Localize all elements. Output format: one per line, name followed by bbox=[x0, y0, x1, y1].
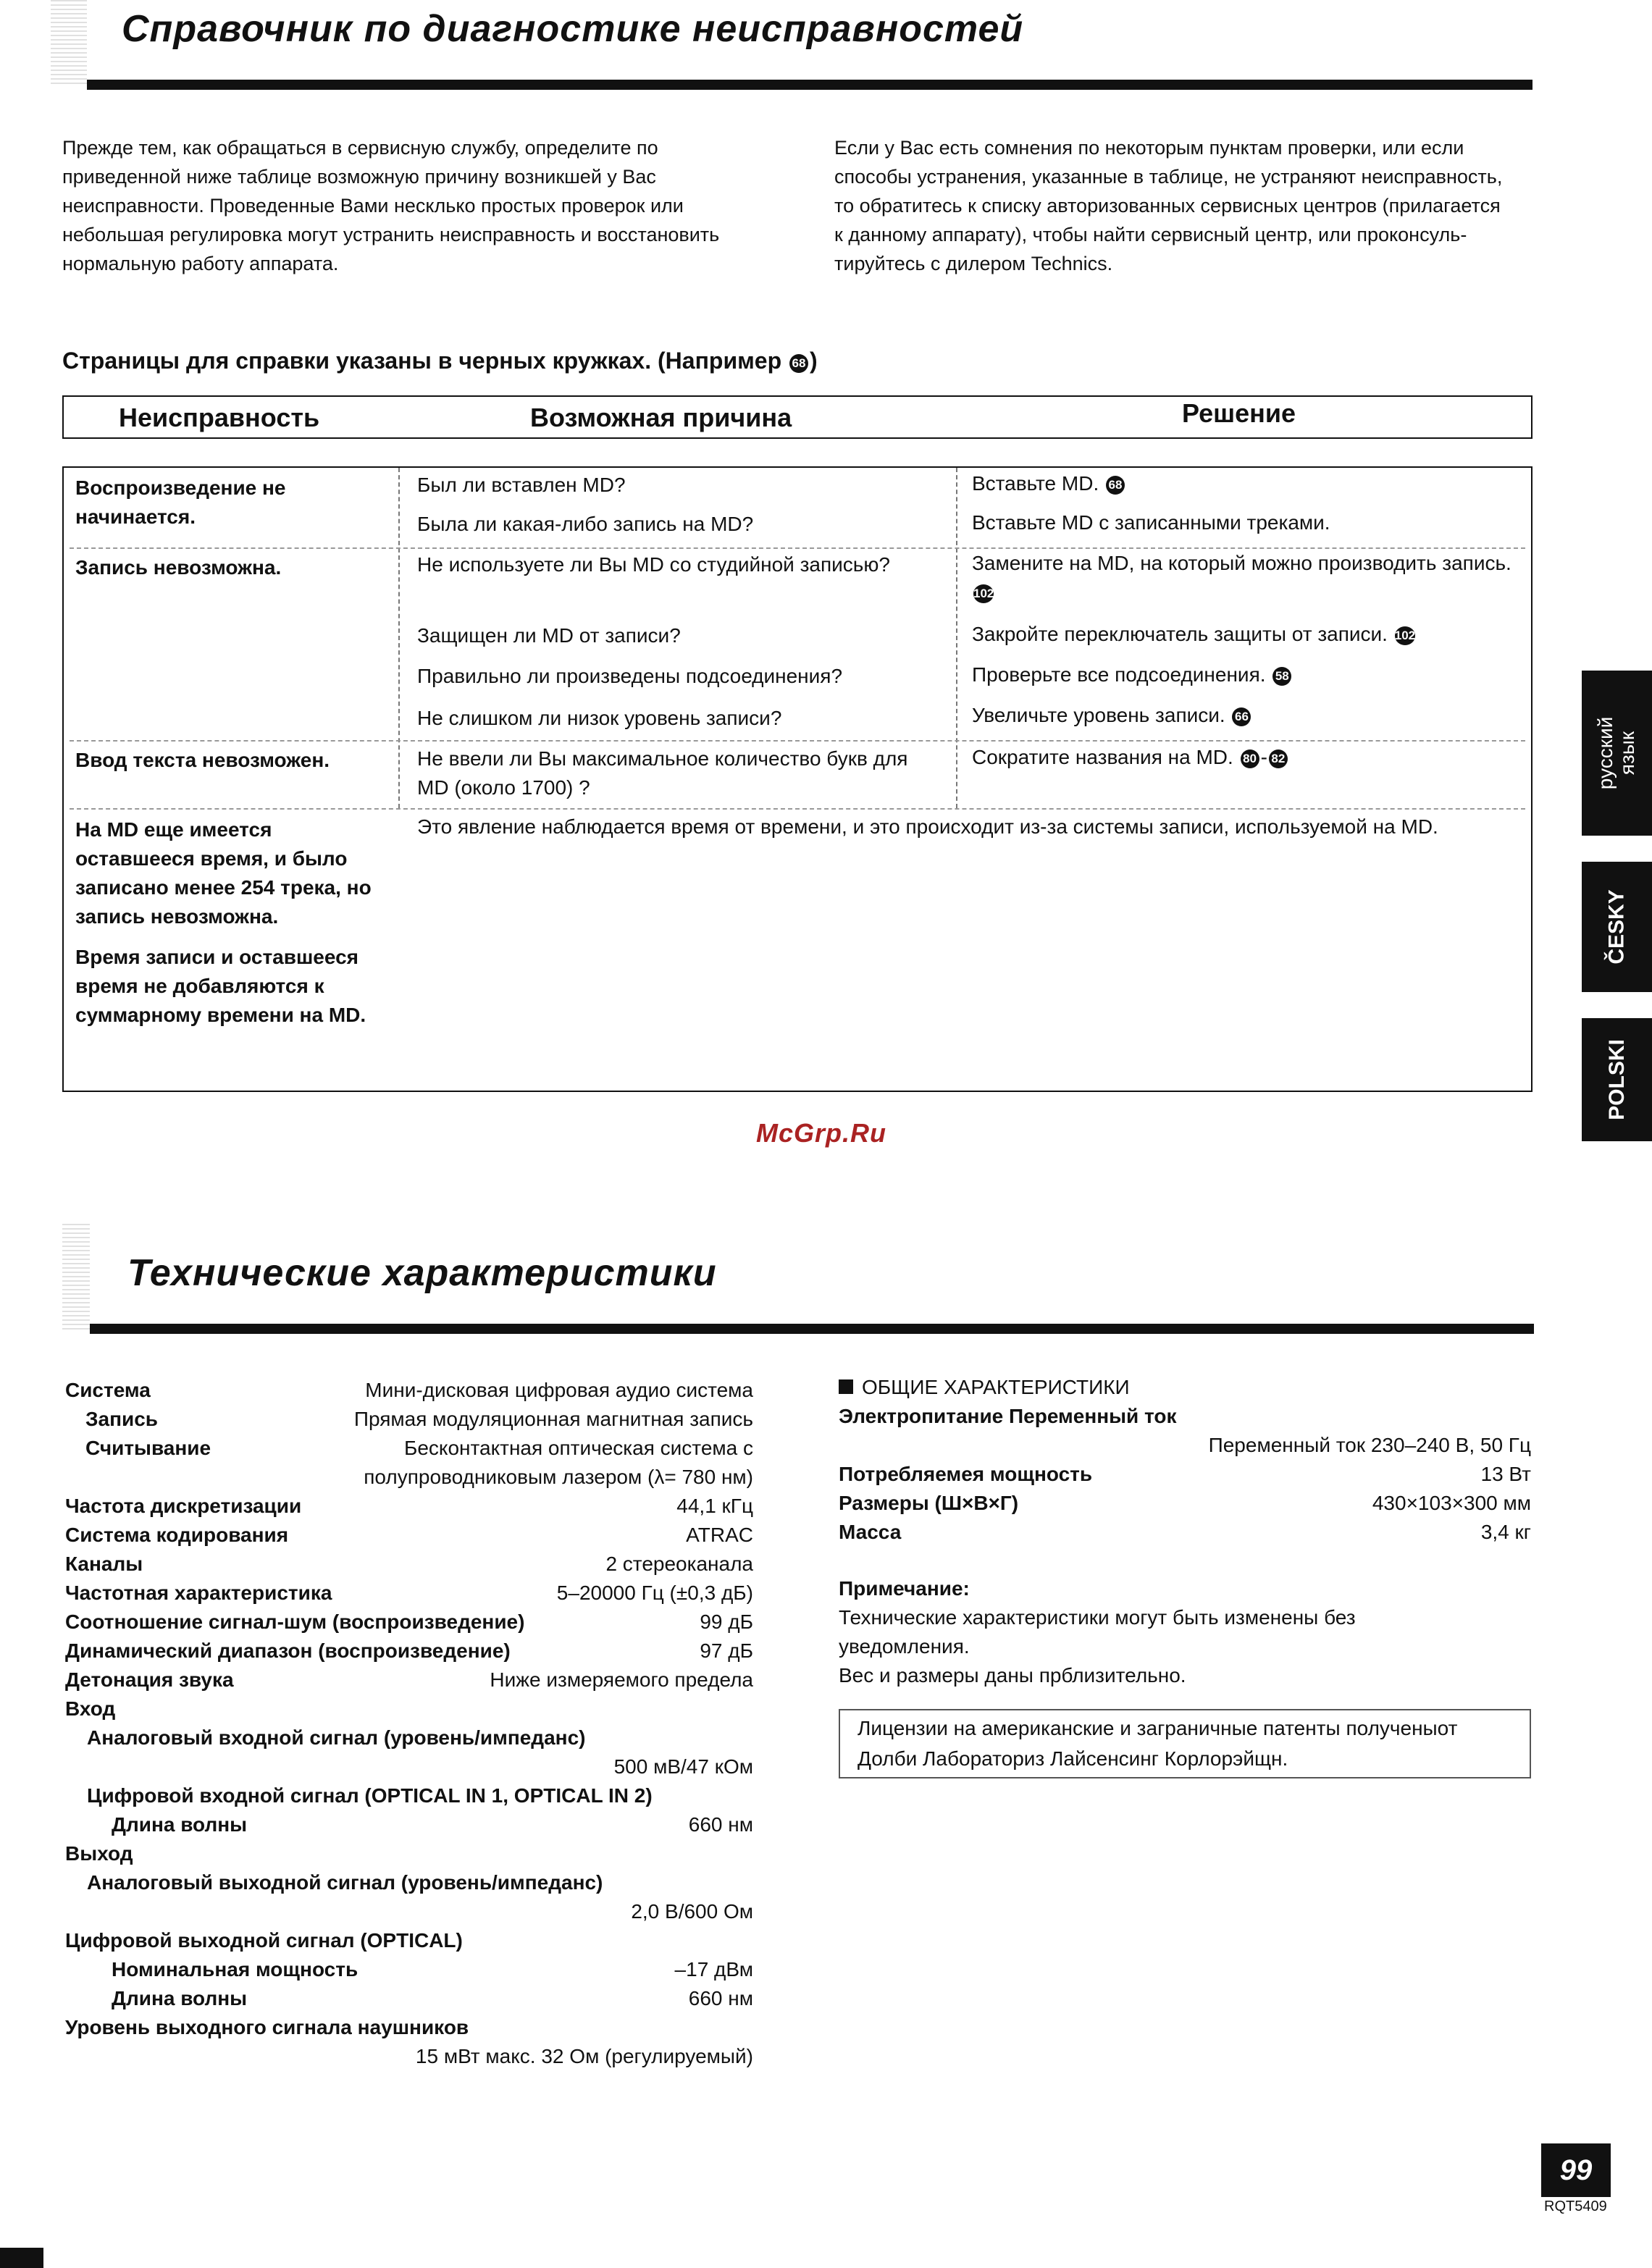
general-consumption-value: 13 Вт bbox=[1480, 1463, 1531, 1485]
spec-dout-power-label: Номинальная мощность bbox=[112, 1958, 359, 1981]
spec-din-wl-label: Длина волны bbox=[112, 1813, 248, 1836]
spec-channels-label: Каналы bbox=[65, 1553, 143, 1575]
spec-snr-value: 99 дБ bbox=[700, 1610, 753, 1633]
page-ref-icon: 68 bbox=[1106, 476, 1125, 495]
solution-close-protect: Закройте переключатель защиты от записи. 102 bbox=[972, 623, 1416, 645]
spec-dyn-label: Динамический диапазон (воспроизведение) bbox=[65, 1639, 511, 1662]
general-heading: ОБЩИЕ ХАРАКТЕРИСТИКИ bbox=[839, 1373, 1130, 1402]
document-code: RQT5409 bbox=[1544, 2198, 1607, 2214]
general-consumption-label: Потребляемея мощность bbox=[839, 1463, 1093, 1485]
spec-read-label: Считывание bbox=[85, 1437, 211, 1459]
spec-read-value2: полупроводниковым лазером (λ= 780 нм) bbox=[364, 1466, 753, 1488]
page-ref-icon: 102 bbox=[1395, 626, 1415, 645]
scan-speckle bbox=[62, 1224, 90, 1332]
cause-connections: Правильно ли произведены подсоединения? bbox=[417, 665, 843, 687]
fault-total-time: Время записи и оставшееся время не добавляются к суммарному времени на MD. bbox=[75, 946, 366, 1026]
note-line1: Технические характеристики могут быть изменены без уведомления. bbox=[839, 1606, 1356, 1658]
spec-system-value: Мини-дисковая цифровая аудио система bbox=[365, 1379, 753, 1401]
cause-md-recorded: Была ли какая-либо запись на MD? bbox=[417, 513, 754, 535]
watermark: McGrp.Ru bbox=[756, 1118, 887, 1148]
cause-system-phenomenon: Это явление наблюдается время от времени, и это происходит из-за системы записи, используемой на MD. bbox=[417, 815, 1438, 838]
spec-read-value1: Бесконтактная оптическая система с bbox=[403, 1437, 753, 1459]
spec-snr-label: Соотношение сигнал-шум (воспроизведение) bbox=[65, 1610, 525, 1633]
solution-shorten-titles: Сократите названия на MD. 80 - 82 bbox=[972, 743, 1522, 772]
spec-sampling-label: Частота дискретизации bbox=[65, 1495, 302, 1517]
spec-hp-value: 15 мВт макс. 32 Ом (регулируемый) bbox=[415, 2045, 753, 2067]
page-ref-icon: 66 bbox=[1232, 707, 1251, 726]
license-box: Лицензии на американские и заграничные патенты полученыот Долби Лабораториз Лайсенсинг Корлорэйщн. bbox=[839, 1709, 1531, 1778]
spec-hp-label: Уровень выходного сигнала наушников bbox=[65, 2016, 469, 2038]
note-line2: Вес и размеры даны прблизительно. bbox=[839, 1664, 1186, 1687]
spec-record-label: Запись bbox=[85, 1408, 159, 1430]
spec-ain-label: Аналоговый входной сигнал (уровень/импеданс) bbox=[87, 1726, 586, 1749]
row-divider bbox=[70, 740, 1525, 742]
solution-insert-recorded: Вставьте MD с записанными треками. bbox=[972, 511, 1330, 534]
spec-wow-label: Детонация звука bbox=[65, 1668, 234, 1691]
title-rule bbox=[87, 80, 1532, 90]
intro-right: Если у Вас есть сомнения по некоторым пунктам проверки, или если способы устранения, указанные в таблице, не устраняют неисправность, то обратитесь к списку авторизованных сервисных центров (прилагается к данному аппарату), чтобы найти сервисный центр, или проконсуль-тируйтесь с дилером Technics. bbox=[834, 137, 1503, 274]
spec-record-value: Прямая модуляционная магнитная запись bbox=[353, 1408, 753, 1430]
solution-replace-md: Замените на MD, на который можно производить запись. 102 bbox=[972, 549, 1522, 607]
page-ref-icon: 102 bbox=[973, 584, 994, 603]
scan-speckle bbox=[51, 0, 87, 87]
fault-recording: Запись невозможна. bbox=[75, 556, 282, 579]
cause-low-level: Не слишком ли низок уровень записи? bbox=[417, 707, 782, 729]
corner-mark bbox=[0, 2248, 43, 2268]
fault-remaining-time: На MD еще имеется оставшееся время, и было записано менее 254 трека, но запись невозможна. bbox=[75, 818, 372, 928]
note-label: Примечание: bbox=[839, 1577, 970, 1600]
spec-aout-label: Аналоговый выходной сигнал (уровень/импеданс) bbox=[87, 1871, 603, 1894]
spec-din-label: Цифровой входной сигнал (OPTICAL IN 1, OPTICAL IN 2) bbox=[87, 1784, 653, 1807]
general-specs bbox=[839, 1373, 1531, 1543]
spec-coding-label: Система кодирования bbox=[65, 1524, 289, 1546]
general-power-label: Электропитание Переменный ток bbox=[839, 1405, 1177, 1427]
header-cause: Возможная причина bbox=[530, 403, 792, 432]
page-ref-icon: 80 bbox=[1241, 749, 1259, 768]
cause-md-inserted: Был ли вставлен MD? bbox=[417, 474, 626, 496]
general-mass-value: 3,4 кг bbox=[1480, 1521, 1531, 1543]
fault-playback: Воспроизведение не начинается. bbox=[75, 476, 286, 528]
spec-system-label: Система bbox=[65, 1379, 151, 1401]
section-title-specs: Технические характеристики bbox=[127, 1252, 717, 1294]
col-divider bbox=[956, 468, 957, 808]
spec-dout-wl-label: Длина волны bbox=[112, 1987, 248, 2009]
page-number: 99 bbox=[1541, 2143, 1611, 2197]
spec-dyn-value: 97 дБ bbox=[700, 1639, 753, 1662]
intro-left: Прежде тем, как обращаться в сервисную службу, определите по приведенной ниже таблице возможную причину возникшей у Вас неисправности. Проведенные Вами несклько простых проверок или небольшая регулировка могут устранить неисправность и восстановить нормальную работу аппарата. bbox=[62, 137, 720, 274]
spec-wow-value: Ниже измеряемого предела bbox=[490, 1668, 753, 1691]
spec-ain-value: 500 мВ/47 кОм bbox=[613, 1755, 753, 1778]
tab-czech[interactable]: ČESKY bbox=[1582, 862, 1652, 992]
page-ref-icon: 68 bbox=[789, 354, 808, 373]
header-fault: Неисправность bbox=[119, 403, 320, 432]
page-ref-icon: 82 bbox=[1269, 749, 1288, 768]
spec-dout-label: Цифровой выходной сигнал (OPTICAL) bbox=[65, 1929, 463, 1952]
spec-channels-value: 2 стереоканала bbox=[605, 1553, 753, 1575]
page-ref-icon: 58 bbox=[1272, 667, 1291, 686]
general-mass-label: Масса bbox=[839, 1521, 902, 1543]
cause-max-letters: Не ввели ли Вы максимальное количество букв для MD (около 1700) ? bbox=[417, 747, 908, 799]
tab-russian[interactable]: русский язык bbox=[1582, 671, 1652, 836]
section-title-troubleshooting: Справочник по диагностике неисправностей bbox=[122, 8, 1024, 50]
tab-polish[interactable]: POLSKI bbox=[1582, 1018, 1652, 1141]
row-divider bbox=[70, 808, 1525, 810]
col-divider bbox=[398, 468, 400, 808]
table-header bbox=[62, 395, 1532, 439]
spec-aout-value: 2,0 В/600 Ом bbox=[631, 1900, 753, 1923]
spec-dout-power-value: –17 дВм bbox=[674, 1958, 753, 1981]
title-rule bbox=[90, 1324, 1534, 1334]
spec-freq-value: 5–20000 Гц (±0,3 дБ) bbox=[556, 1582, 753, 1604]
spec-freq-label: Частотная характеристика bbox=[65, 1582, 332, 1604]
solution-increase-level: Увеличьте уровень записи. 66 bbox=[972, 701, 1522, 730]
square-bullet-icon bbox=[839, 1379, 853, 1394]
solution-check-connections: Проверьте все подсоединения. 58 bbox=[972, 660, 1522, 689]
spec-output-label: Выход bbox=[65, 1842, 133, 1865]
spec-dout-wl-value: 660 нм bbox=[688, 1987, 753, 2009]
spec-sampling-value: 44,1 кГц bbox=[676, 1495, 753, 1517]
pages-note: Страницы для справки указаны в черных кружках. (Например 68 ) bbox=[62, 348, 818, 374]
fault-text-input: Ввод текста невозможен. bbox=[75, 749, 330, 771]
cause-studio-md: Не используете ли Вы MD со студийной записью? bbox=[417, 553, 890, 576]
spec-input-label: Вход bbox=[65, 1697, 116, 1720]
general-size-label: Размеры (Ш×В×Г) bbox=[839, 1492, 1019, 1514]
solution-insert-md: Вставьте MD. 68 bbox=[972, 469, 1522, 498]
general-size-value: 430×103×300 мм bbox=[1372, 1492, 1531, 1514]
spec-din-wl-value: 660 нм bbox=[688, 1813, 753, 1836]
header-solution: Решение bbox=[1182, 398, 1296, 428]
specs-list bbox=[65, 1376, 753, 2071]
spec-coding-value: ATRAC bbox=[686, 1524, 753, 1546]
cause-write-protect: Защищен ли MD от записи? bbox=[417, 624, 681, 647]
general-power-value: Переменный ток 230–240 В, 50 Гц bbox=[1208, 1434, 1531, 1456]
troubleshooting-table bbox=[62, 466, 1532, 1092]
